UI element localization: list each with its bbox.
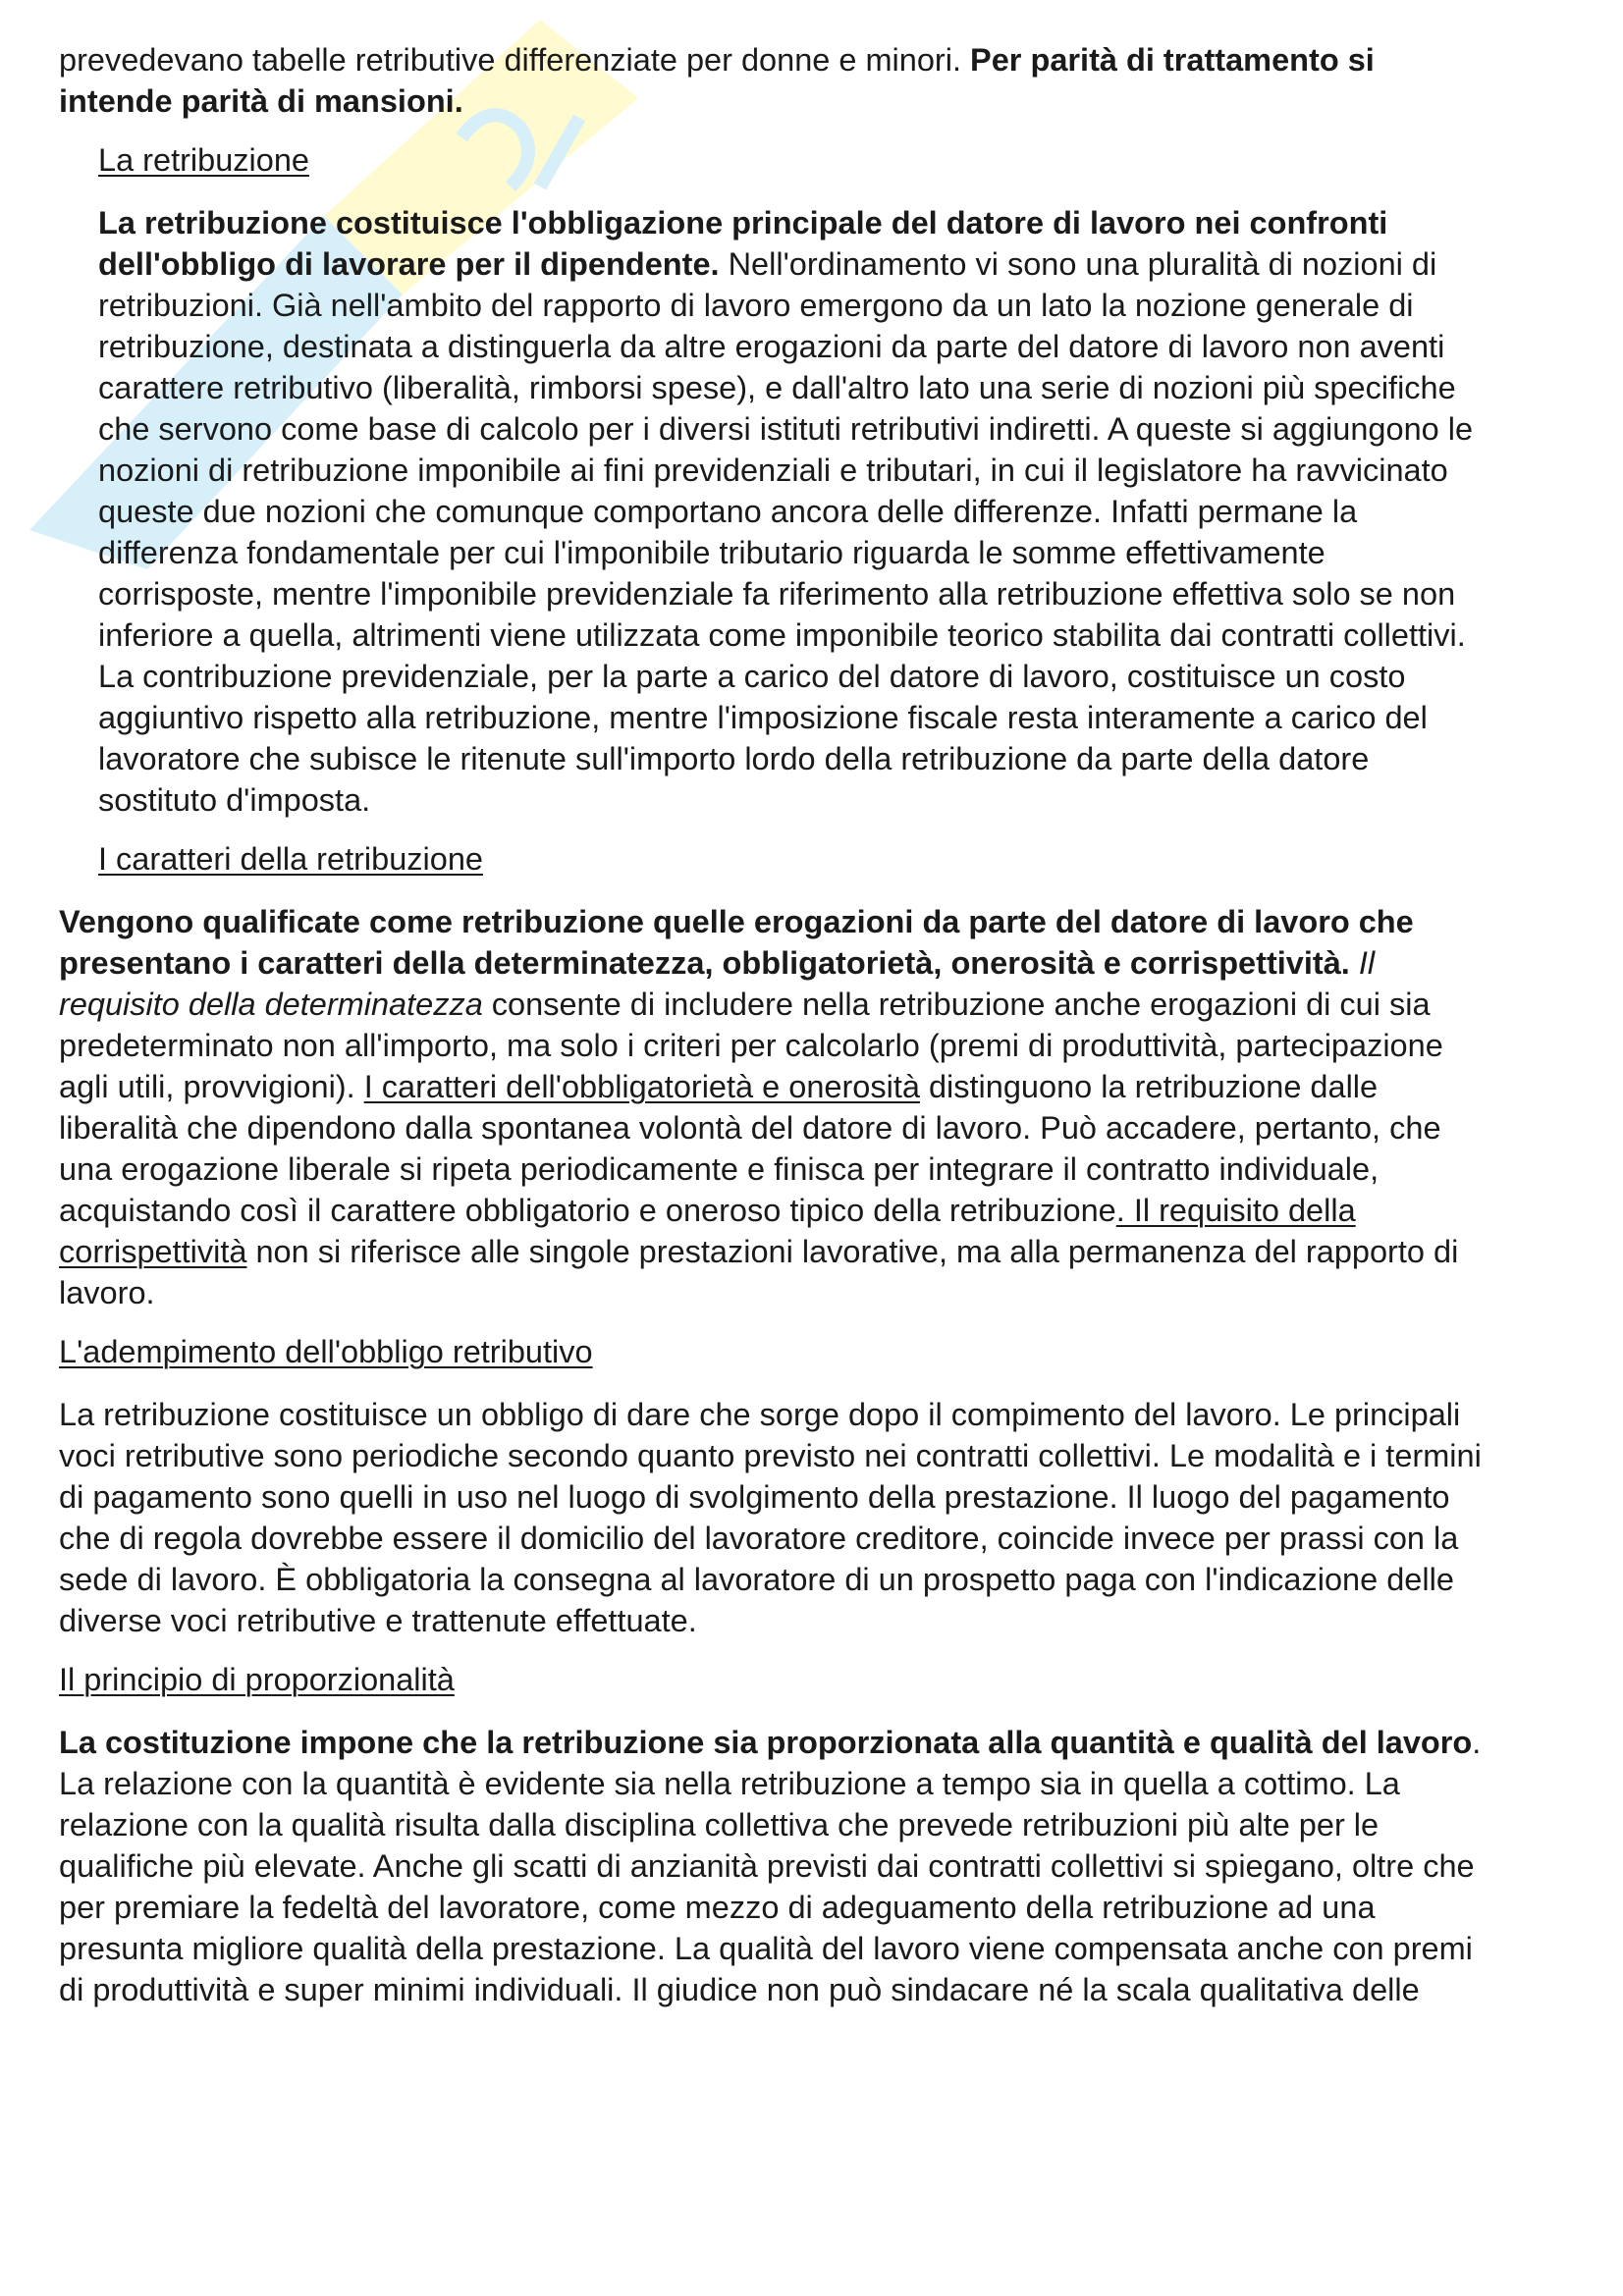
paragraph-text: La retribuzione costituisce un obbligo di dare che sorge dopo il compimento del lavoro. Le principali voci retributive sono periodiche secondo quanto previsto nei contratti collettivi. Le modalità e i termini di pagamento sono quelli in uso nel luogo di svolgimento della prestazione. Il luogo del pagamento che di regola dovrebbe essere il domicilio del lavoratore creditore, coincide invece per prassi con la sede di lavoro. È obbligatoria la consegna al lavoratore di un prospetto paga con l'indicazione delle diverse voci retributive e trattenute effettuate. xyxy=(59,1397,1482,1638)
section-heading-caratteri: I caratteri della retribuzione xyxy=(98,841,483,877)
underlined-text: . Il requisito della corrispettività xyxy=(59,1193,1356,1269)
paragraph-proporzionalita xyxy=(59,1722,1492,2010)
bold-text: Per parità di trattamento si intende parità di mansioni. xyxy=(59,42,1375,119)
section-heading-proporzionalita: Il principio di proporzionalità xyxy=(59,1662,455,1697)
italic-text: Il requisito della determinatezza xyxy=(59,945,1376,1022)
bold-text: La retribuzione costituisce l'obbligazione principale del datore di lavoro nei confronti dell'obbligo di lavorare per il dipendente. xyxy=(98,205,1388,282)
section-heading-adempimento: L'adempimento dell'obbligo retributivo xyxy=(59,1334,593,1369)
bold-text: La costituzione impone che la retribuzione sia proporzionata alla quantità e qualità del lavoro xyxy=(59,1725,1473,1760)
paragraph-text: prevedevano tabelle retributive differenziate per donne e minori. xyxy=(59,42,971,78)
paragraph-text: Nell'ordinamento vi sono una pluralità di nozioni di retribuzioni. Già nell'ambito del rapporto di lavoro emergono da un lato la nozione generale di retribuzione, destinata a distinguerla da altre erogazioni da parte del datore di lavoro non aventi carattere retributivo (liberalità, rimborsi spese), e dall'altro lato una serie di nozioni più specifiche che servono come base di calcolo per i diversi istituti retributivi indiretti. A queste si aggiungono le nozioni di retribuzione imponibile ai fini previdenziali e tributari, in cui il legislatore ha ravvicinato queste due nozioni che comunque comportano ancora delle differenze. Infatti permane la differenza fondamentale per cui l'imponibile tributario riguarda le somme effettivamente corrisposte, mentre l'imponibile previdenziale fa riferimento alla retribuzione effettiva solo se non inferiore a quella, altrimenti viene utilizzata come imponibile teorico stabilita dai contratti collettivi. La contribuzione previdenziale, per la parte a carico del datore di lavoro, costituisce un costo aggiuntivo rispetto alla retribuzione, mentre l'imposizione fiscale resta interamente a carico del lavoratore che subisce le ritenute sull'importo lordo della retribuzione da parte della datore sostituto d'imposta. xyxy=(98,246,1474,818)
underlined-text: I caratteri dell'obbligatorietà e onerosità xyxy=(363,1069,920,1104)
paragraph-retribuzione xyxy=(59,202,1492,821)
section-heading-retribuzione: La retribuzione xyxy=(98,142,309,178)
paragraph-intro xyxy=(59,39,1492,122)
paragraph-text: distinguono la retribuzione dalle liberalità che dipendono dalla spontanea volontà del datore di lavoro. Può accadere, pertanto, che una erogazione liberale si ripeta periodicamente e finisca per integrare il contratto individuale, acquistando così il carattere obbligatorio e oneroso tipico della retribuzione xyxy=(59,1069,1441,1228)
paragraph-text: consente di includere nella retribuzione anche erogazioni di cui sia predeterminato non all'importo, ma solo i criteri per calcolarlo (premi di produttività, partecipazione agli utili, provvigioni). xyxy=(59,987,1443,1104)
paragraph-adempimento xyxy=(59,1394,1492,1641)
bold-text: Vengono qualificate come retribuzione quelle erogazioni da parte del datore di lavoro che presentano i caratteri della determinatezza, obbligatorietà, onerosità e corrispettività. xyxy=(59,904,1414,981)
paragraph-caratteri xyxy=(59,901,1492,1313)
paragraph-text: . La relazione con la quantità è evidente sia nella retribuzione a tempo sia in quella a cottimo. La relazione con la qualità risulta dalla disciplina collettiva che prevede retribuzioni più alte per le qualifiche più elevate. Anche gli scatti di anzianità previsti dai contratti collettivi si spiegano, oltre che per premiare la fedeltà del lavoratore, come mezzo di adeguamento della retribuzione ad una presunta migliore qualità della prestazione. La qualità del lavoro viene compensata anche con premi di produttività e super minimi individuali. Il giudice non può sindacare né la scala qualitativa delle xyxy=(59,1725,1482,2007)
document-page xyxy=(59,39,1492,2010)
paragraph-text: non si riferisce alle singole prestazioni lavorative, ma alla permanenza del rapporto di lavoro. xyxy=(59,1234,1459,1310)
